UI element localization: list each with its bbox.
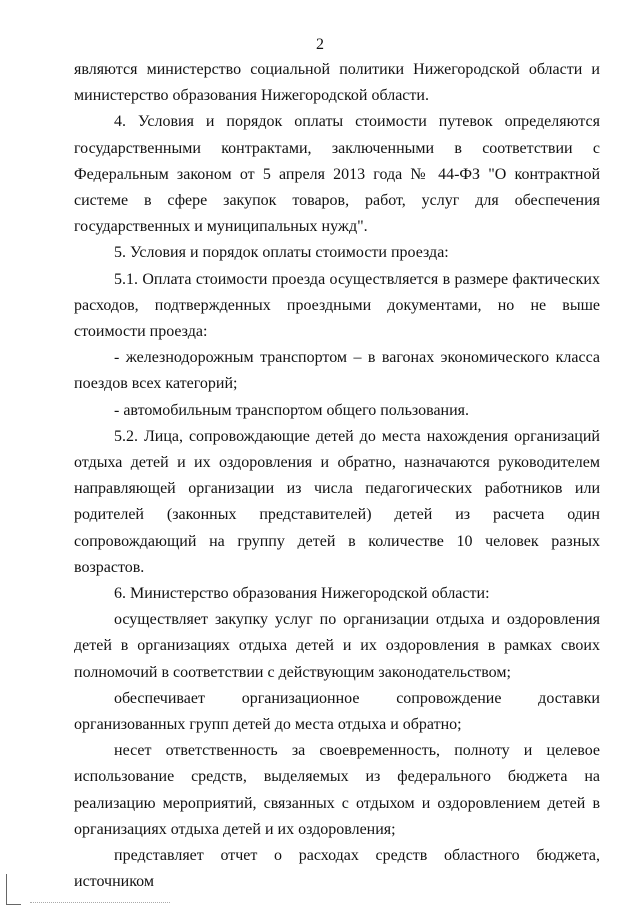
paragraph-7: 5.2. Лица, сопровождающие детей до места нахождения организаций отдыха детей и их оздоровления и обратно, назначаются руководителем направляющей организации из числа педагогических работников или родителей (законных представителей) детей из расчета один сопровождающий на группу детей в количестве 10 человек разных возрастов.: [74, 427, 600, 576]
paragraph-1: являются министерство социальной политики Нижегородской области и министерство образования Нижегородской области.: [74, 61, 600, 105]
scan-corner-mark: [6, 874, 21, 905]
paragraph-2: 4. Условия и порядок оплаты стоимости путевок определяются государственными контрактами, заключенными в соответствии с Федеральным законом от 5 апреля 2013 года № 44-ФЗ "О контрактной системе в сфере закупок товаров, работ, услуг для обеспечения государственных и муниципальных нужд".: [74, 113, 600, 236]
document-body: [74, 57, 600, 896]
paragraph-9: осуществляет закупку услуг по организации отдыха и оздоровления детей в организациях отдыха детей и их оздоровления в рамках своих полномочий в соответствии с действующим законодательством;: [74, 611, 600, 681]
paragraph-6: - автомобильным транспортом общего пользования.: [114, 401, 470, 419]
paragraph-8: 6. Министерство образования Нижегородской области:: [114, 585, 490, 603]
page-number: 2: [316, 36, 324, 53]
paragraph-10: обеспечивает организационное сопровождение доставки организованных групп детей до места отдыха и обратно;: [74, 689, 600, 734]
paragraph-12: представляет отчет о расходах средств областного бюджета, источником: [74, 847, 600, 891]
paragraph-5: - железнодорожным транспортом – в вагонах экономического класса поездов всех категорий;: [74, 349, 600, 393]
paragraph-3: 5. Условия и порядок оплаты стоимости проезда:: [114, 244, 449, 262]
scan-artifact-line: [30, 900, 170, 903]
paragraph-4: 5.1. Оплата стоимости проезда осуществляется в размере фактических расходов, подтвержденных проездными документами, но не выше стоимости проезда:: [74, 270, 600, 341]
paragraph-11: несет ответственность за своевременность, полноту и целевое использование средств, выделяемых из федерального бюджета на реализацию мероприятий, связанных с отдыхом и оздоровлением детей в организациях отдыха детей и их оздоровления;: [74, 742, 600, 838]
